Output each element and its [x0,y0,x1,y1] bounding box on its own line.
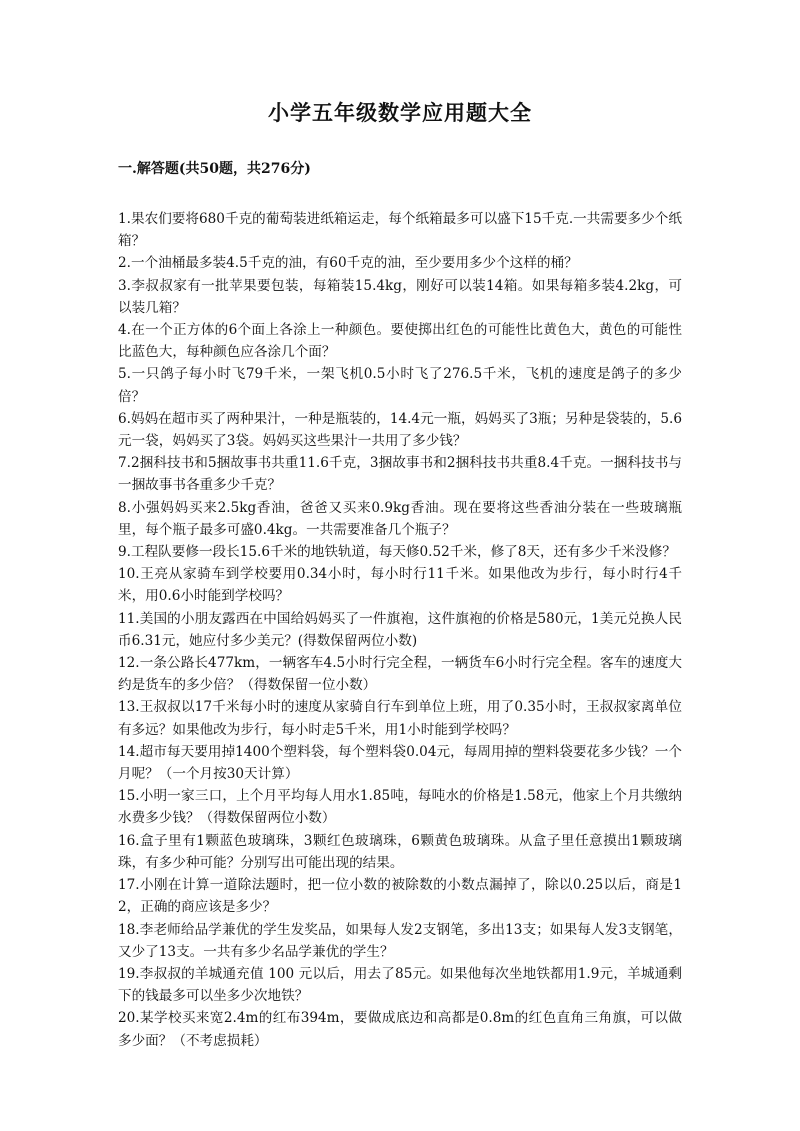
question-item: 19.李叔叔的羊城通充值 100 元以后，用去了85元。如果他每次坐地铁都用1.9元，羊城通剩下的钱最多可以坐多少次地铁？ [118,965,682,1005]
question-item: 8.小强妈妈买来2.5kg香油，爸爸又买来0.9kg香油。现在要将这些香油分装在一些玻璃瓶里，每个瓶子最多可盛0.4kg。一共需要准备几个瓶子？ [118,499,682,538]
question-item: 2.一个油桶最多装4.5千克的油，有60千克的油，至少要用多少个这样的桶？ [118,255,578,272]
question-item: 6.妈妈在超市买了两种果汁，一种是瓶装的，14.4元一瓶，妈妈买了3瓶；另种是袋装的，5.6元一袋，妈妈买了3袋。妈妈买这些果汁一共用了多少钱？ [118,410,682,450]
question-item: 17.小刚在计算一道除法题时，把一位小数的被除数的小数点漏掉了，除以0.25以后，商是12，正确的商应该是多少？ [118,877,682,916]
question-item: 3.李叔叔家有一批苹果要包装，每箱装15.4kg，刚好可以装14箱。如果每箱多装4.2kg，可以装几箱？ [118,277,682,316]
page-title: 小学五年级数学应用题大全 [268,100,532,125]
question-item: 9.工程队要修一段长15.6千米的地铁轨道，每天修0.52千米，修了8天，还有多少千米没修？ [118,544,676,561]
question-item: 12.一条公路长477km，一辆客车4.5小时行完全程，一辆货车6小时行完全程。客车的速度大约是货车的多少倍？（得数保留一位小数） [118,655,682,694]
question-item: 11.美国的小朋友露西在中国给妈妈买了一件旗袍，这件旗袍的价格是580元，1美元兑换人民币6.31元，她应付多少美元？(得数保留两位小数) [118,610,682,649]
question-item: 18.李老师给品学兼优的学生发奖品，如果每人发2支钢笔，多出13支；如果每人发3支钢笔，又少了13支。一共有多少名品学兼优的学生？ [118,921,682,960]
question-item: 15.小明一家三口，上个月平均每人用水1.85吨，每吨水的价格是1.58元，他家上个月共缴纳水费多少钱？（得数保留两位小数） [118,788,682,827]
section-heading: 一.解答题(共50题，共276分) [118,161,311,177]
question-item: 20.某学校买来宽2.4m的红布394m，要做成底边和高都是0.8m的红色直角三角旗，可以做多少面？（不考虑损耗） [118,1010,682,1049]
question-item: 7.2捆科技书和5捆故事书共重11.6千克，3捆故事书和2捆科技书共重8.4千克。一捆科技书与一捆故事书各重多少千克？ [118,455,682,494]
question-item: 10.王亮从家骑车到学校要用0.34小时，每小时行11千米。如果他改为步行，每小时行4千米，用0.6小时能到学校吗？ [118,566,682,605]
question-item: 5.一只鸽子每小时飞79千米，一架飞机0.5小时飞了276.5千米，飞机的速度是鸽子的多少倍？ [118,366,682,405]
question-item: 16.盒子里有1颗蓝色玻璃珠，3颗红色玻璃珠，6颗黄色玻璃珠。从盒子里任意摸出1颗玻璃珠，有多少种可能？分别写出可能出现的结果。 [118,832,682,871]
question-item: 1.果农们要将680千克的葡萄装进纸箱运走，每个纸箱最多可以盛下15千克.一共需要多少个纸箱？ [118,211,682,250]
question-list [118,208,682,1052]
question-item: 13.王叔叔以17千米每小时的速度从家骑自行车到单位上班，用了0.35小时，王叔叔家离单位有多远？如果他改为步行，每小时走5千米，用1小时能到学校吗？ [118,699,682,738]
question-item: 14.超市每天要用掉1400个塑料袋，每个塑料袋0.04元，每周用掉的塑料袋要花多少钱？一个月呢？（一个月按30天计算） [118,743,682,783]
question-item: 4.在一个正方体的6个面上各涂上一种颜色。要使掷出红色的可能性比黄色大，黄色的可能性比蓝色大，每种颜色应各涂几个面？ [118,322,682,361]
